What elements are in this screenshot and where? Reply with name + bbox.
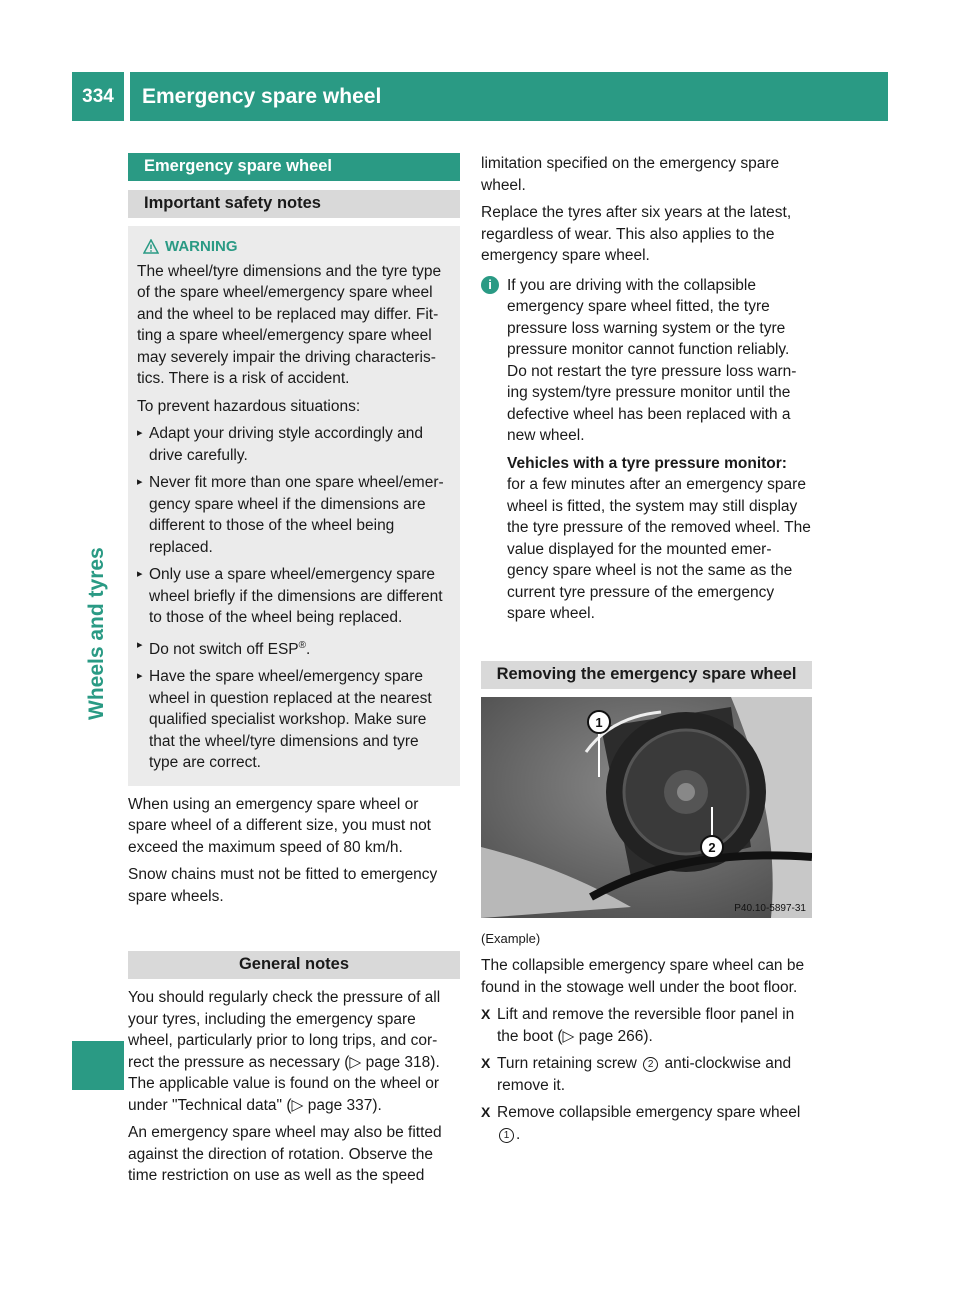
paragraph-speed: When using an emergency spare wheel or spare wheel of a different size, you must not exceed the maximum speed of 80 km/h. [128, 795, 431, 856]
info-icon: i [481, 276, 499, 294]
chapter-tab-label: Wheels and tyres [85, 547, 108, 720]
pressure-text-b[interactable]: page 318). The applicable value is found on the wheel or under "Technical data" ( [128, 1053, 440, 1114]
esp-period: . [306, 640, 311, 658]
spare-wheel-photo [481, 697, 812, 918]
paragraph-snow-chains: Snow chains must not be fitted to emergency spare wheels. [128, 866, 438, 905]
step-3-text-b: . [516, 1125, 521, 1143]
registered-mark: ® [298, 639, 306, 651]
subsection-heading-removing: Removing the emergency spare wheel [481, 661, 812, 689]
page-title: Emergency spare wheel [130, 72, 888, 121]
pressure-text-c[interactable]: page 337). [307, 1096, 382, 1114]
step-2-text-a: Turn retaining screw [497, 1055, 637, 1072]
info-text-2: for a few minutes after an emergency spare wheel is fitted, the system may still display the tyre pressure of the removed wheel. The value displayed for the mounted emer-gency spare wheel is not the same as the current tyre pressure of the emergency spare wheel. [507, 476, 811, 622]
step-1-text-b[interactable]: page 266). [578, 1027, 653, 1045]
step-3-text-a: Remove collapsible emergency spare wheel [497, 1104, 801, 1121]
step-2 [481, 1053, 812, 1096]
marker-2-icon: 2 [643, 1057, 658, 1072]
warning-prevent: To prevent hazardous situations: [137, 397, 361, 415]
left-column [116, 153, 460, 1193]
warning-bullet: ▸ Only use a spare wheel/emergency spare wheel briefly if the dimensions are different to those of the wheel being replaced. [137, 564, 451, 629]
warning-triangle-icon [143, 239, 159, 254]
warning-bullet: ▸ Adapt your driving style accordingly and drive carefully. [137, 423, 451, 466]
paragraph-speed-limit-cont: limitation specified on the emergency spare wheel. [481, 155, 780, 194]
pressure-text-a: You should regularly check the pressure of all your tyres, including the emergency spare wheel, particularly prior to long trips, and cor-rect the pressure as necessary ( [128, 989, 441, 1071]
paragraph-replace-tyres: Replace the tyres after six years at the latest, regardless of wear. This also applies to the emergency spare wheel. [481, 204, 792, 264]
warning-bullet: ▸ Have the spare wheel/emergency spare wheel in question replaced at the nearest qualified specialist workshop. Make sure that the wheel/tyre dimensions and tyre type are correct. [137, 666, 451, 774]
step-1 [481, 1004, 812, 1047]
warning-bullet-esp [137, 635, 451, 661]
info-note-body [507, 275, 812, 625]
subsection-heading-safety: Important safety notes [128, 190, 460, 218]
page-ref-arrow-icon: ▷ [291, 1096, 304, 1114]
step-3 [481, 1102, 812, 1145]
info-text-1: If you are driving with the collapsible emergency spare wheel fitted, the tyre pressure loss warning system or the tyre pressure monitor cannot function reliably. Do not restart the tyre pressure loss warn-ing system/tyre pressure monitor until the defective wheel has been replaced with a new wheel. [507, 276, 797, 444]
paragraph-rotation: An emergency spare wheel may also be fitted against the direction of rotation. Observe the time restriction on use as well as the speed [128, 1124, 442, 1185]
subsection-heading-general: General notes [128, 951, 460, 979]
info-note [481, 275, 812, 625]
photo-marker-1: 1 [595, 714, 603, 730]
marker-1-icon: 1 [499, 1128, 514, 1143]
image-code: P40.10-5897-31 [734, 902, 806, 914]
section-heading: Emergency spare wheel [128, 153, 460, 181]
spare-wheel-illustration [481, 697, 812, 918]
info-bold-heading: Vehicles with a tyre pressure monitor: [507, 454, 787, 472]
warning-header [137, 236, 451, 258]
step-2-text-b: anti-clockwise and remove it. [497, 1055, 792, 1094]
esp-text: Do not switch off ESP [149, 640, 299, 658]
step-1-text-a: Lift and remove the reversible floor panel in the boot ( [497, 1006, 795, 1045]
paragraph-location: The collapsible emergency spare wheel can be found in the stowage well under the boot floor. [481, 957, 805, 996]
photo-marker-2: 2 [708, 839, 716, 855]
paragraph-pressure-check [128, 987, 460, 1116]
image-caption: (Example) [481, 930, 541, 946]
warning-text: The wheel/tyre dimensions and the tyre type of the spare wheel/emergency spare wheel and the wheel to be replaced may differ. Fit-ting a spare wheel/emergency spare wheel may severely impair the driving characteris-tics. There is a risk of accident. [137, 262, 442, 387]
page-number: 334 [72, 72, 124, 121]
page-ref-arrow-icon: ▷ [349, 1053, 362, 1071]
warning-label: WARNING [165, 238, 238, 255]
warning-bullet: ▸ Never fit more than one spare wheel/emer-gency spare wheel if the dimensions are different to those of the wheel being replaced. [137, 472, 451, 558]
right-column [481, 153, 812, 1151]
page-ref-arrow-icon: ▷ [562, 1027, 575, 1045]
warning-box [128, 226, 460, 786]
